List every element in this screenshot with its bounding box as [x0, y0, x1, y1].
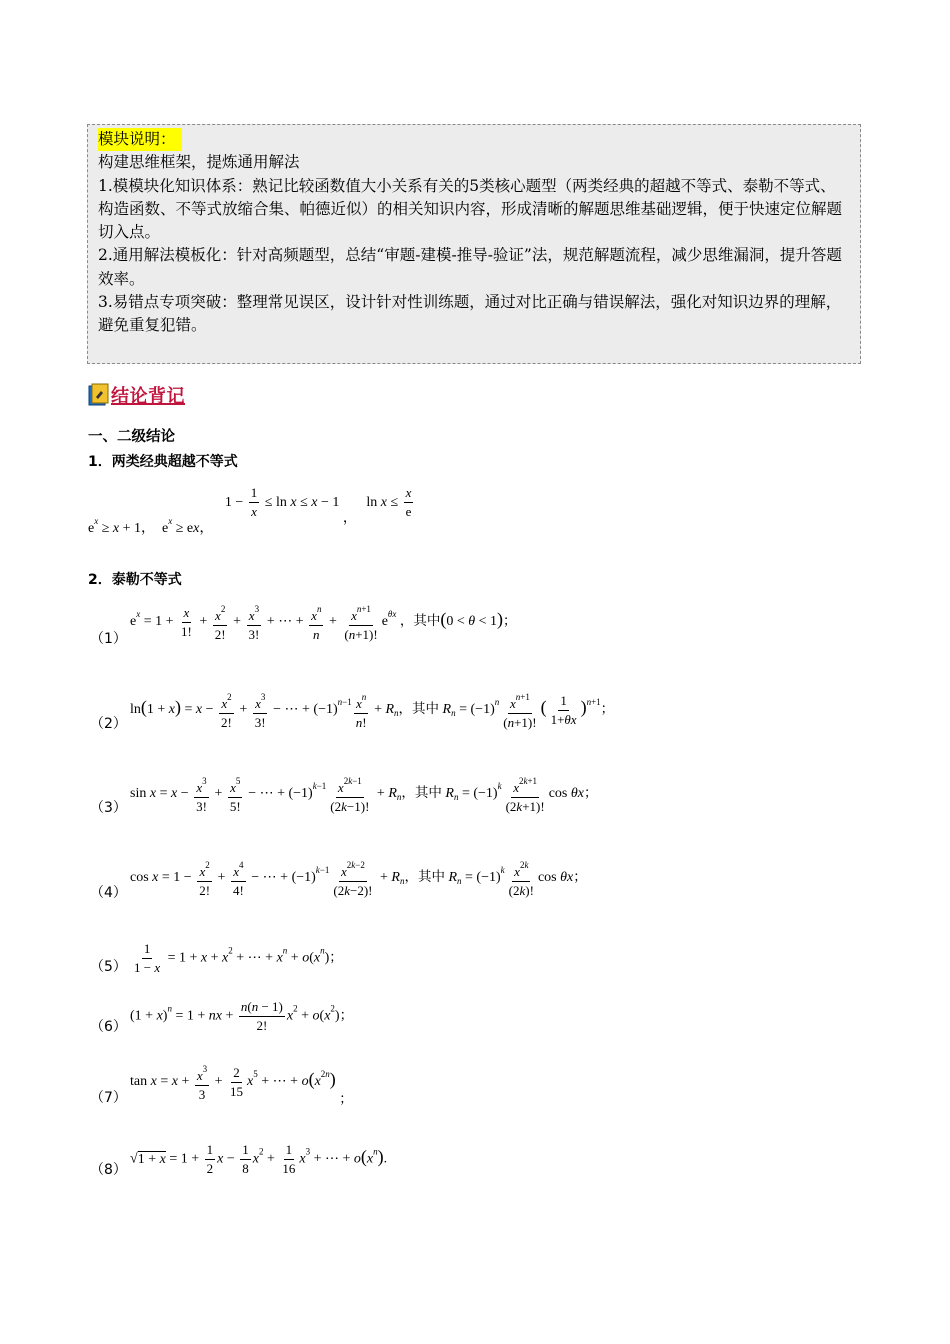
intro-line-0: 构建思维框架，提炼通用解法 [98, 153, 300, 172]
item-number-4: （4） [90, 885, 127, 901]
item-number-3: （3） [90, 800, 127, 816]
book-icon [88, 383, 110, 407]
heading-secondary-conclusions: 一、二级结论 [88, 429, 175, 445]
formula-binomial: $(1 + x)^n = 1$ + nx + $\frac{n(n - 1)}{2!}$ $x^2 + o(x^2)$； [130, 999, 354, 1033]
intro-line-3: 3.易错点专项突破：整理常见误区，设计针对性训练题，通过对比正确与错误解法，强化对知识边界的理解，避免重复犯错。 [98, 293, 842, 335]
item-number-6: （6） [90, 1019, 127, 1035]
formula-taylor-sqrt: √1 + x = 1 + $\frac{1}{2}$ x − $\frac{1}{8}$ $x^2$ + $\frac{1}{16}$ $x^3$ + ⋯ + $o(x^n)$. [130, 1142, 388, 1176]
formula-taylor-tan: tan x = x + $\frac{x^3}{3}$ + $\frac{2}{15}$ $x^5$ + ⋯ + $o(x^{2n})$ ； [130, 1060, 353, 1104]
module-description-box [87, 124, 861, 364]
module-description-title: 模块说明： [98, 128, 182, 151]
item-number-7: （7） [90, 1090, 127, 1106]
formula-transcendental: $e^x \ge x + 1$， $e^x$ ≥ ex， 1 − $\frac{1}{x}$ ≤ ln x ≤ x − 1 ， ln x ≤ $\frac{x}{e}$ [88, 485, 412, 536]
item-number-1: （1） [90, 631, 127, 647]
formula-taylor-exp: $e^x = 1$ + $\frac{x}{1!}$ + $\frac{x^2}{2!}$ + $\frac{x^3}{3!}$ + ⋯ + $\frac{x^n}{n}$ + $\frac{x^{n+1}}{(n+1)!}$ $e^{\theta x}$ ，其中(0 < θ < 1)； [130, 600, 517, 644]
intro-line-1: 1.模模块化知识体系：熟记比较函数值大小关系有关的5类核心题型（两类经典的超越不等式、泰勒不等式、构造函数、不等式放缩合集、帕德近似）的相关知识内容，形成清晰的解题思维基础逻辑，便于快速定位解题切入点。 [98, 176, 843, 242]
item-number-5: （5） [90, 959, 127, 975]
section-header [88, 380, 185, 410]
item-number-8: （8） [90, 1162, 127, 1178]
intro-line-2: 2.通用解法模板化：针对高频题型，总结“审题-建模-推导-验证”法，规范解题流程，减少思维漏洞，提升答题效率。 [98, 246, 842, 288]
item-number-2: （2） [90, 716, 127, 732]
heading-transcendental-inequalities: 1．两类经典超越不等式 [88, 454, 238, 470]
formula-taylor-cos: cos x = 1 − $\frac{x^2}{2!}$ + $\frac{x^4}{4!}$ − ⋯ + $(-1)^{k-1}$ $\frac{x^{2k-2}}{(2k-2)!}$ + $R_n$，其中 $R_n = (-1)^k$ $\frac{x^{2k}}{(2k)!}$ cos θx； [130, 856, 587, 900]
formula-geometric-series: $\frac{1}{1 - x}$ = $1 + x + x^2$ + ⋯ + $x^n + o(x^n)$； [134, 941, 343, 975]
formula-taylor-ln: ln(1 + x) = x − $\frac{x^2}{2!}$ + $\frac{x^3}{3!}$ − ⋯ + $(-1)^{n-1}$ $\frac{x^n}{n!}$ + $R_n$，其中 $R_n = (-1)^n$ $\frac{x^{n+1}}{(n+1)!}$ ( $\frac{1}{1+\theta x}$ )$^{n+1}$； [130, 688, 614, 732]
heading-taylor-inequalities: 2．泰勒不等式 [88, 572, 182, 588]
formula-taylor-sin: sin x = x − $\frac{x^3}{3!}$ + $\frac{x^5}{5!}$ − ⋯ + $(-1)^{k-1}$ $\frac{x^{2k-1}}{(2k-1)!}$ + $R_n$，其中 $R_n = (-1)^k$ $\frac{x^{2k+1}}{(2k+1)!}$ cos θx； [130, 772, 597, 816]
section-label: 结论背记 [111, 386, 185, 407]
